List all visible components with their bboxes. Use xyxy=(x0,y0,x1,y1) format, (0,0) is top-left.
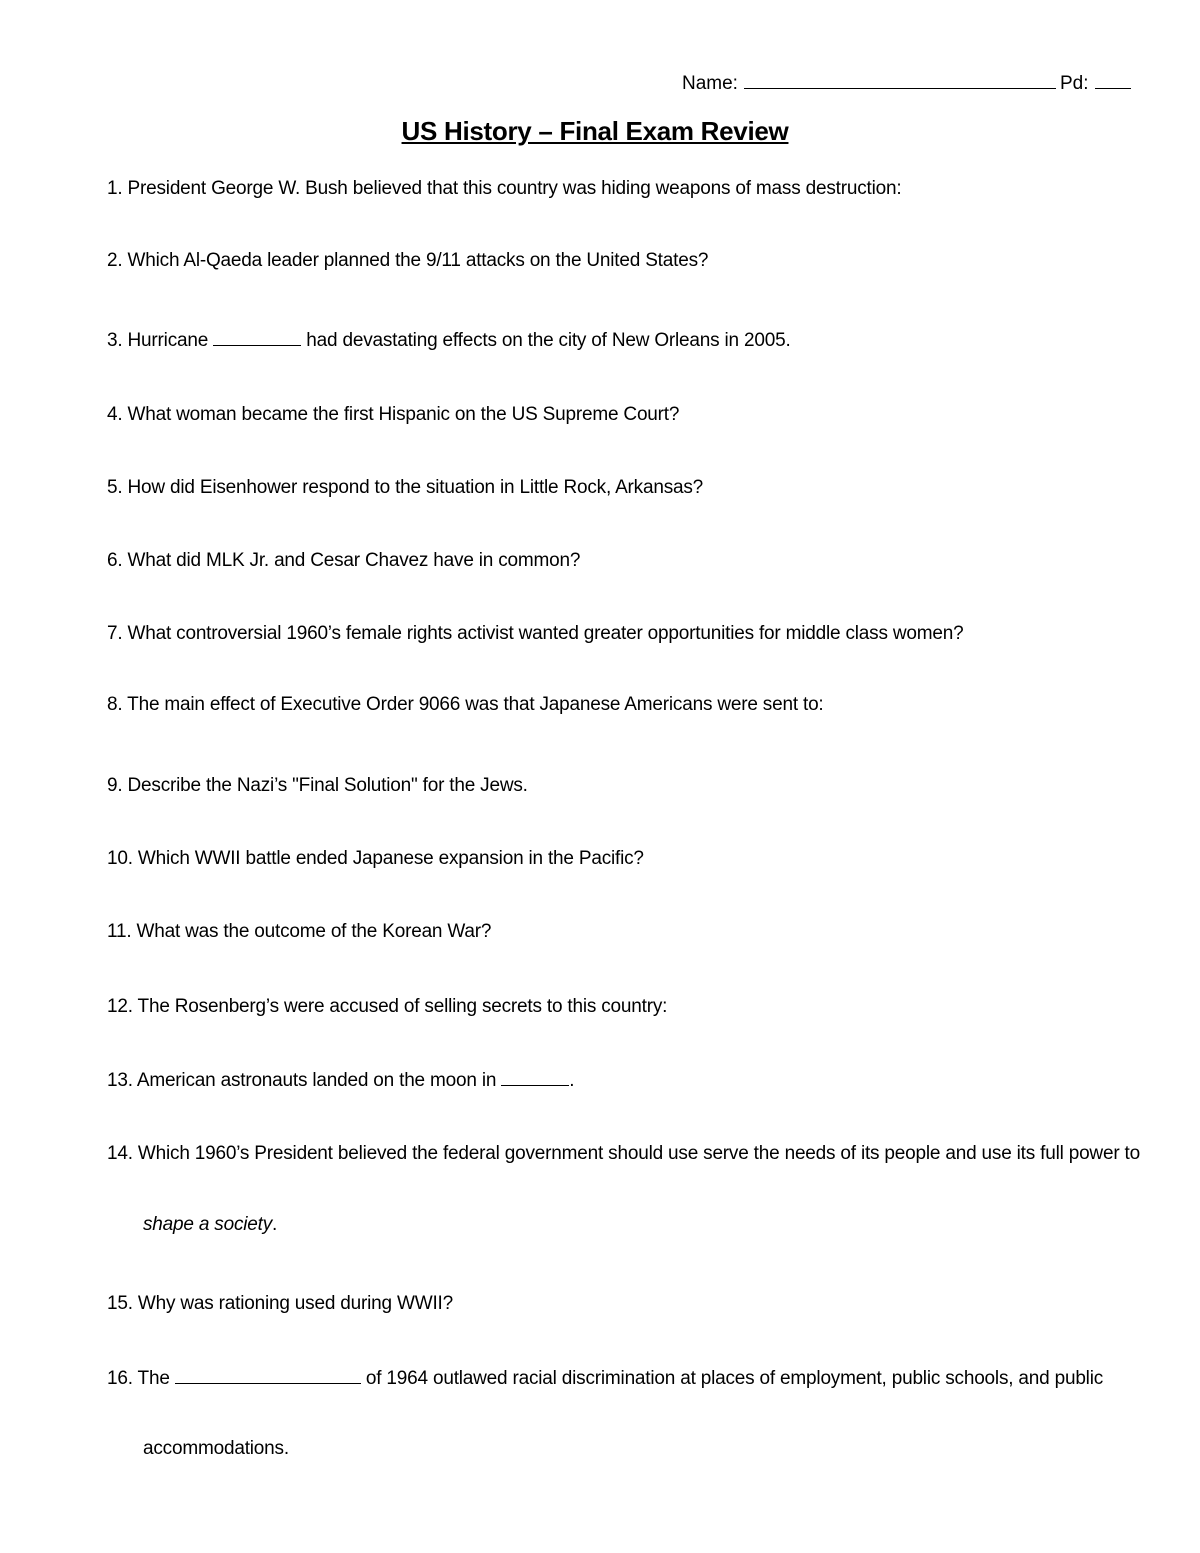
question-3-after: had devastating effects on the city of New Orleans in 2005. xyxy=(306,330,791,351)
question-8: 8. The main effect of Executive Order 9066 was that Japanese Americans were sent to: xyxy=(107,694,824,715)
question-14-italic-phrase: shape a society xyxy=(143,1214,273,1235)
question-13-blank[interactable] xyxy=(501,1069,569,1086)
question-2: 2. Which Al-Qaeda leader planned the 9/11 attacks on the United States? xyxy=(107,250,709,271)
question-13-before: 13. American astronauts landed on the moon in xyxy=(107,1070,497,1091)
question-13-after: . xyxy=(569,1070,575,1091)
question-12: 12. The Rosenberg’s were accused of selling secrets to this country: xyxy=(107,996,668,1017)
question-16 xyxy=(107,1367,1103,1390)
question-10: 10. Which WWII battle ended Japanese expansion in the Pacific? xyxy=(107,848,644,869)
question-16-continuation: accommodations. xyxy=(143,1438,289,1459)
question-3 xyxy=(107,329,791,352)
question-9: 9. Describe the Nazi’s "Final Solution" for the Jews. xyxy=(107,775,528,796)
name-label: Name: xyxy=(682,73,738,94)
question-5: 5. How did Eisenhower respond to the situation in Little Rock, Arkansas? xyxy=(107,477,704,498)
page-title: US History – Final Exam Review xyxy=(401,116,789,146)
question-16-after: of 1964 outlawed racial discrimination at places of employment, public schools, and public xyxy=(365,1368,1104,1389)
question-14: 14. Which 1960’s President believed the federal government should use serve the needs of its people and use its full power to xyxy=(107,1143,1140,1164)
question-16-blank[interactable] xyxy=(175,1367,361,1384)
question-3-blank[interactable] xyxy=(213,329,301,346)
question-14-period: . xyxy=(272,1214,278,1235)
question-1: 1. President George W. Bush believed that this country was hiding weapons of mass destruction: xyxy=(107,178,902,199)
question-16-before: 16. The xyxy=(107,1368,170,1389)
question-11: 11. What was the outcome of the Korean War? xyxy=(107,921,492,942)
question-4: 4. What woman became the first Hispanic on the US Supreme Court? xyxy=(107,404,680,425)
header-line xyxy=(682,70,1131,95)
question-13 xyxy=(107,1069,574,1092)
question-7: 7. What controversial 1960’s female rights activist wanted greater opportunities for middle class women? xyxy=(107,623,964,644)
pd-blank[interactable] xyxy=(1095,70,1131,89)
question-3-before: 3. Hurricane xyxy=(107,330,209,351)
question-15: 15. Why was rationing used during WWII? xyxy=(107,1293,453,1314)
question-6: 6. What did MLK Jr. and Cesar Chavez have in common? xyxy=(107,550,581,571)
pd-label: Pd: xyxy=(1059,73,1089,94)
question-14-continuation xyxy=(143,1214,277,1236)
name-blank[interactable] xyxy=(744,70,1056,89)
